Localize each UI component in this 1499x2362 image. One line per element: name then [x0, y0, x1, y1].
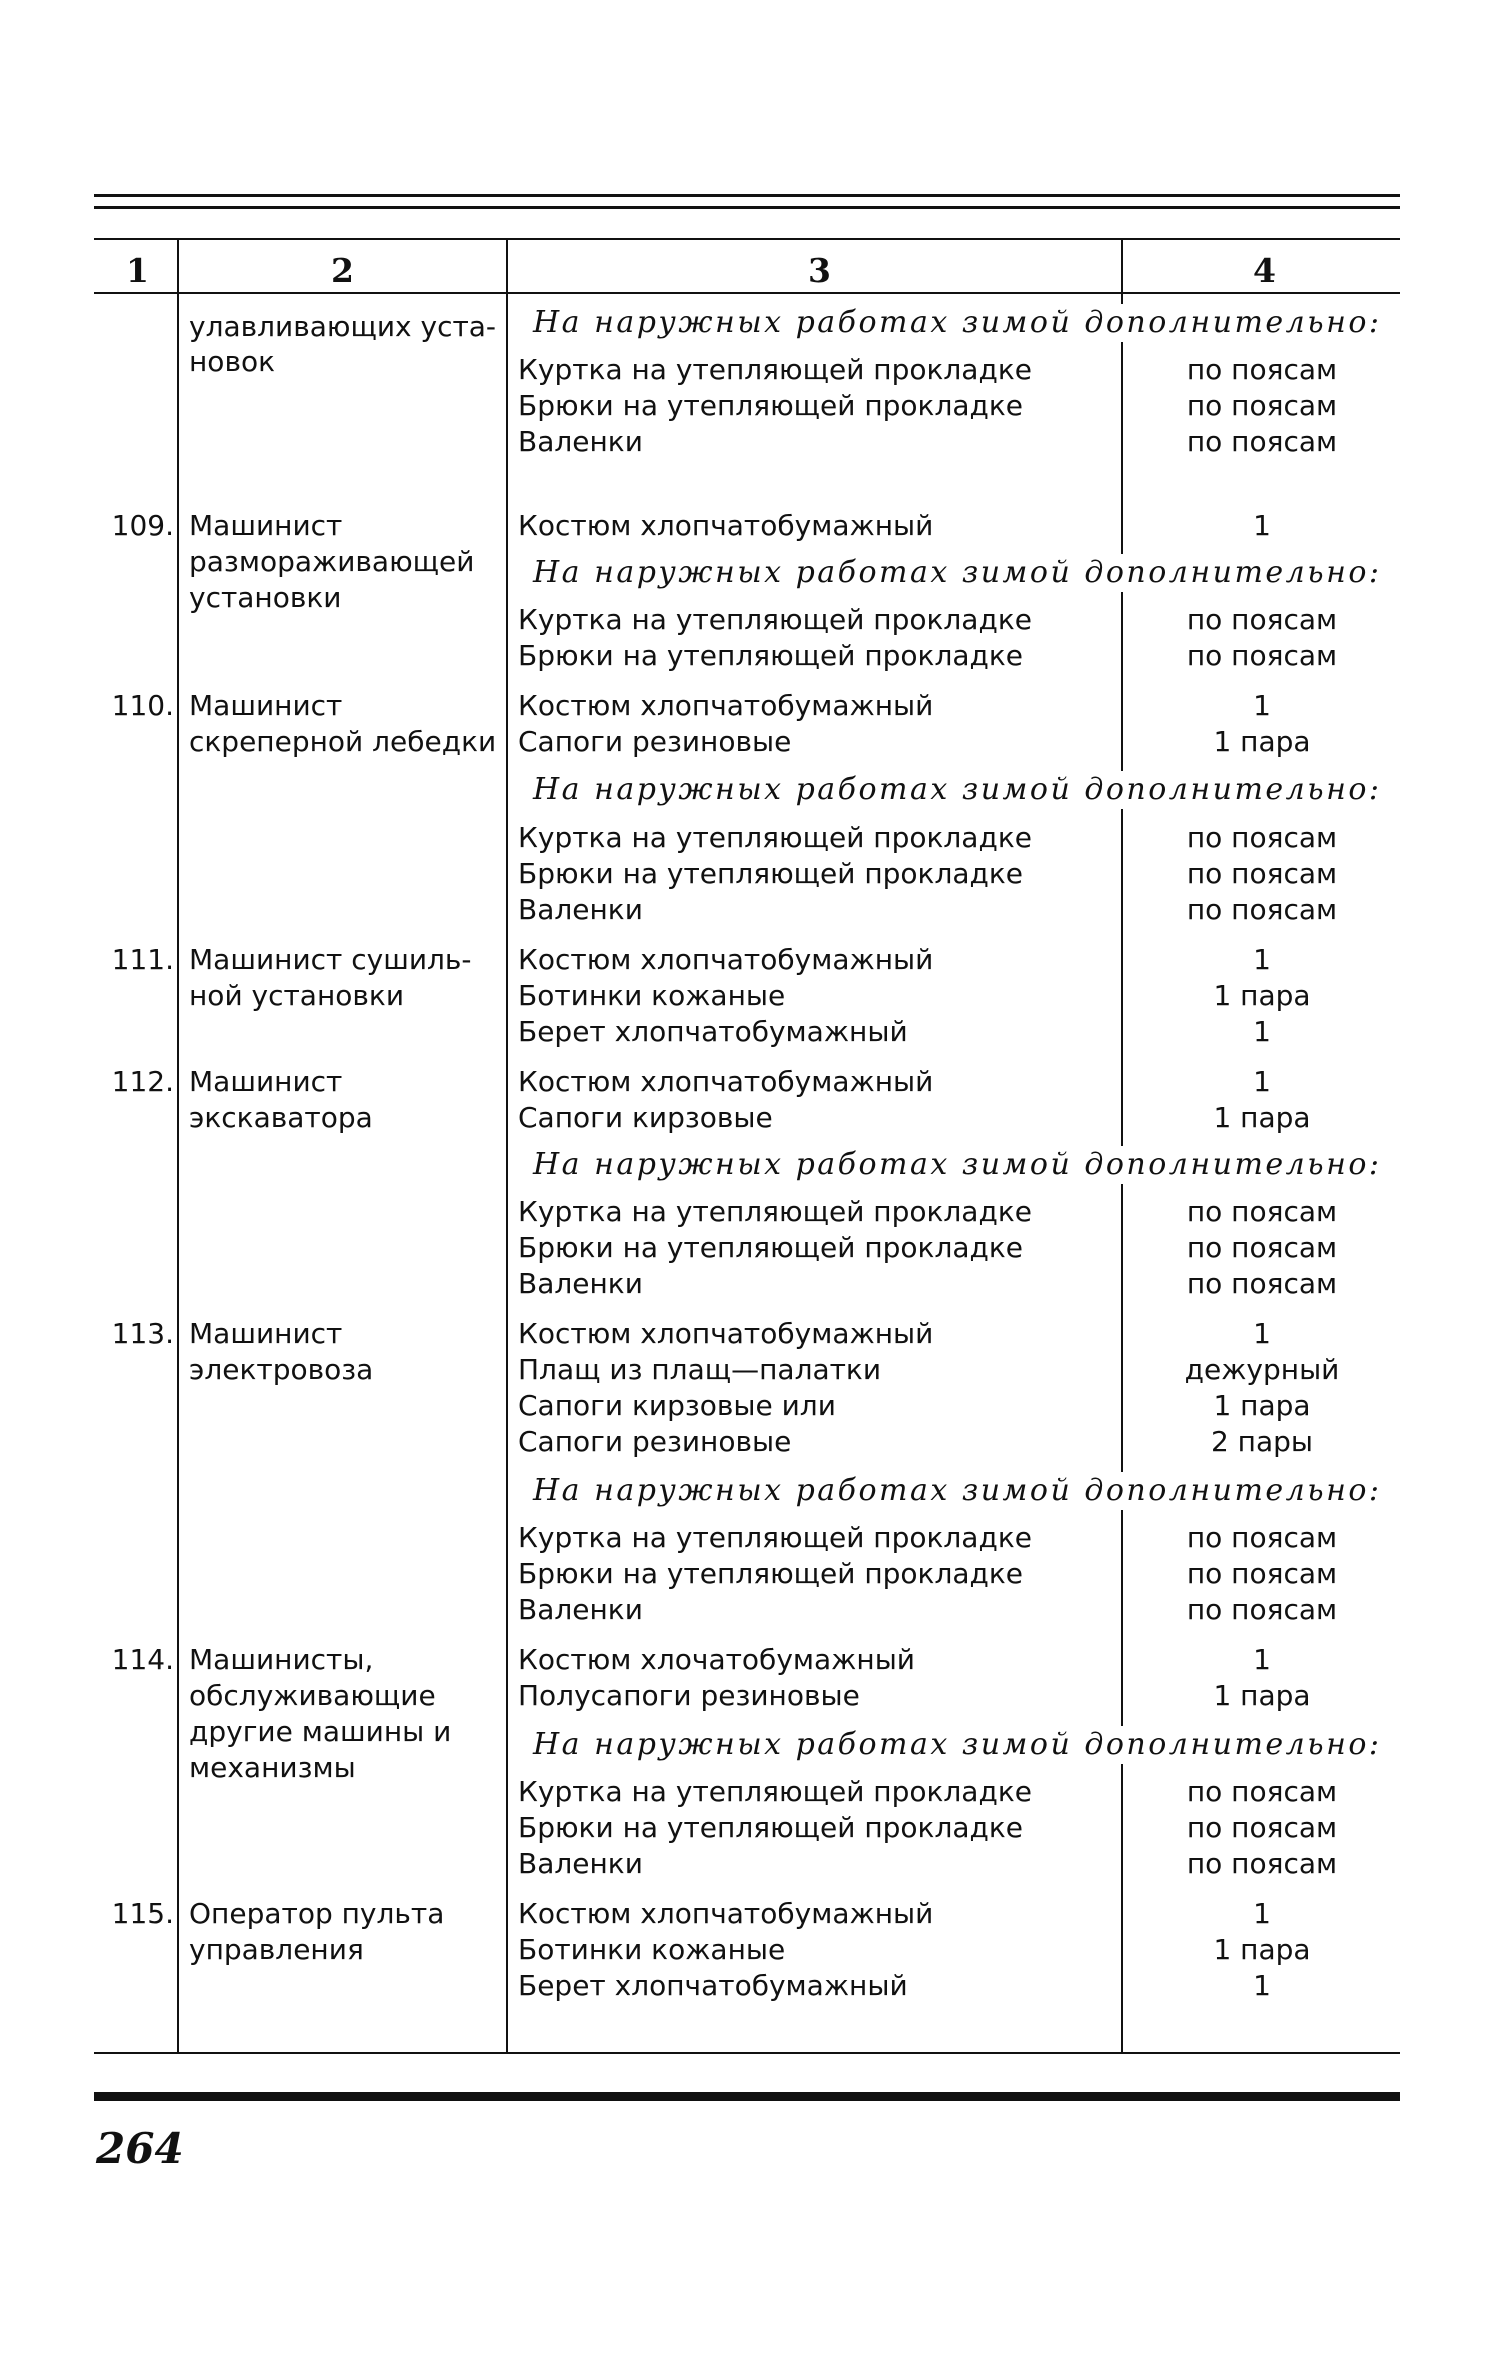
item-name: Валенки — [518, 1593, 643, 1626]
item-name: Куртка на утепляющей прокладке — [518, 353, 1032, 386]
item-name: Брюки на утепляющей прокладке — [518, 1231, 1024, 1264]
profession-line: Машинист сушиль- — [189, 943, 472, 976]
item-qty: по поясам — [1186, 1521, 1338, 1554]
row-number: 109. — [111, 509, 174, 542]
profession-line: Оператор пульта — [189, 1897, 445, 1930]
item-name: Брюки на утепляющей прокладке — [518, 389, 1024, 422]
item-name: Куртка на утепляющей прокладке — [518, 603, 1032, 636]
item-name: Брюки на утепляющей прокладке — [518, 1557, 1024, 1590]
item-name: Брюки на утепляющей прокладке — [518, 1811, 1024, 1844]
item-qty: по поясам — [1186, 1811, 1338, 1844]
item-name: Костюм хлопчатобумажный — [518, 689, 934, 722]
item-qty: по поясам — [1186, 893, 1338, 926]
profession-line: Машинист — [189, 1065, 343, 1098]
item-name: Валенки — [518, 1267, 643, 1300]
item-name: Костюм хлопчатобумажный — [518, 1897, 934, 1930]
profession-line: Машинист — [189, 509, 343, 542]
header-col-4: 4 — [1253, 251, 1276, 290]
item-qty: 1 пара — [1213, 1933, 1311, 1966]
profession-line: улавливающих уста- — [189, 310, 497, 343]
header-col-1: 1 — [126, 251, 149, 290]
column-divider-3-segment — [1121, 1764, 1123, 2052]
column-divider-3-segment — [1121, 1184, 1123, 1472]
item-qty: 1 — [1253, 943, 1271, 976]
item-qty: 1 — [1253, 689, 1271, 722]
profession-line: новок — [189, 345, 275, 378]
item-qty: дежурный — [1184, 1353, 1340, 1386]
column-divider-3-segment — [1121, 342, 1123, 554]
item-qty: 1 пара — [1213, 1389, 1311, 1422]
column-divider-3-segment — [1121, 294, 1123, 304]
item-name: Берет хлопчатобумажный — [518, 1969, 908, 2002]
item-qty: 1 — [1253, 1015, 1271, 1048]
row-number: 114. — [111, 1643, 174, 1676]
item-qty: 1 — [1253, 1643, 1271, 1676]
winter-note: На наружных работах зимой дополнительно: — [533, 775, 1386, 805]
row-number: 111. — [111, 943, 174, 976]
item-name: Валенки — [518, 893, 643, 926]
table-bottom-border — [94, 2052, 1400, 2054]
item-qty: по поясам — [1186, 353, 1338, 386]
column-divider-3-segment — [1121, 809, 1123, 1146]
item-name: Брюки на утепляющей прокладке — [518, 639, 1024, 672]
top-double-rule-lower — [94, 206, 1400, 209]
item-name: Костюм хлопчатобумажный — [518, 1317, 934, 1350]
profession-line: электровоза — [189, 1353, 374, 1386]
item-qty: по поясам — [1186, 1593, 1338, 1626]
item-qty: по поясам — [1186, 1847, 1338, 1880]
item-name: Сапоги кирзовые или — [518, 1389, 836, 1422]
footer-thick-rule — [94, 2092, 1400, 2101]
item-qty: 1 — [1253, 1969, 1271, 2002]
row-number: 115. — [111, 1897, 174, 1930]
item-name: Куртка на утепляющей прокладке — [518, 821, 1032, 854]
item-qty: 1 пара — [1213, 979, 1311, 1012]
winter-note: На наружных работах зимой дополнительно: — [533, 308, 1386, 338]
column-divider-3-segment — [1121, 1510, 1123, 1726]
profession-line: размораживающей — [189, 545, 475, 578]
profession-line: механизмы — [189, 1751, 356, 1784]
item-name: Полусапоги резиновые — [518, 1679, 860, 1712]
table-header-top-border — [94, 238, 1400, 240]
item-qty: по поясам — [1186, 425, 1338, 458]
profession-line: другие машины и — [189, 1715, 452, 1748]
item-name: Костюм хлочатобумажный — [518, 1643, 916, 1676]
item-name: Куртка на утепляющей прокладке — [518, 1521, 1032, 1554]
column-divider-3-segment — [1121, 592, 1123, 771]
item-qty: 1 пара — [1213, 1679, 1311, 1712]
item-name: Берет хлопчатобумажный — [518, 1015, 908, 1048]
item-qty: по поясам — [1186, 1775, 1338, 1808]
item-qty: 1 — [1253, 1317, 1271, 1350]
item-name: Ботинки кожаные — [518, 979, 786, 1012]
item-qty: по поясам — [1186, 603, 1338, 636]
profession-line: Машинист — [189, 689, 343, 722]
column-divider-3 — [1121, 238, 1123, 294]
item-qty: 1 — [1253, 509, 1271, 542]
item-qty: по поясам — [1186, 1267, 1338, 1300]
item-qty: 1 — [1253, 1065, 1271, 1098]
header-col-2: 2 — [331, 251, 354, 290]
profession-line: управления — [189, 1933, 364, 1966]
item-name: Куртка на утепляющей прокладке — [518, 1775, 1032, 1808]
top-double-rule-upper — [94, 194, 1400, 197]
item-qty: по поясам — [1186, 639, 1338, 672]
item-name: Сапоги резиновые — [518, 1425, 792, 1458]
item-qty: 1 — [1253, 1897, 1271, 1930]
item-name: Валенки — [518, 425, 643, 458]
profession-line: ной установки — [189, 979, 405, 1012]
table-header-bottom-border — [94, 292, 1400, 294]
profession-line: экскаватора — [189, 1101, 373, 1134]
page-number: 264 — [96, 2124, 184, 2173]
winter-note: На наружных работах зимой дополнительно: — [533, 1730, 1386, 1760]
item-name: Плащ из плащ—палатки — [518, 1353, 882, 1386]
item-qty: по поясам — [1186, 857, 1338, 890]
row-number: 112. — [111, 1065, 174, 1098]
winter-note: На наружных работах зимой дополнительно: — [533, 1150, 1386, 1180]
winter-note: На наружных работах зимой дополнительно: — [533, 558, 1386, 588]
item-name: Сапоги кирзовые — [518, 1101, 773, 1134]
item-name: Куртка на утепляющей прокладке — [518, 1195, 1032, 1228]
item-name: Костюм хлопчатобумажный — [518, 1065, 934, 1098]
profession-line: Машинисты, — [189, 1643, 374, 1676]
profession-line: установки — [189, 581, 342, 614]
item-qty: по поясам — [1186, 821, 1338, 854]
item-qty: по поясам — [1186, 1557, 1338, 1590]
item-qty: 1 пара — [1213, 1101, 1311, 1134]
profession-line: обслуживающие — [189, 1679, 436, 1712]
profession-line: Машинист — [189, 1317, 343, 1350]
winter-note: На наружных работах зимой дополнительно: — [533, 1476, 1386, 1506]
header-col-3: 3 — [808, 251, 831, 290]
item-name: Костюм хлопчатобумажный — [518, 943, 934, 976]
item-name: Ботинки кожаные — [518, 1933, 786, 1966]
row-number: 113. — [111, 1317, 174, 1350]
item-qty: по поясам — [1186, 1195, 1338, 1228]
item-name: Брюки на утепляющей прокладке — [518, 857, 1024, 890]
item-qty: по поясам — [1186, 1231, 1338, 1264]
item-name: Валенки — [518, 1847, 643, 1880]
item-qty: 1 пара — [1213, 725, 1311, 758]
profession-line: скреперной лебедки — [189, 725, 497, 758]
row-number: 110. — [111, 689, 174, 722]
item-qty: по поясам — [1186, 389, 1338, 422]
column-divider-2 — [506, 238, 508, 2052]
item-name: Костюм хлопчатобумажный — [518, 509, 934, 542]
item-qty: 2 пары — [1210, 1425, 1314, 1458]
column-divider-1 — [177, 238, 179, 2052]
item-name: Сапоги резиновые — [518, 725, 792, 758]
